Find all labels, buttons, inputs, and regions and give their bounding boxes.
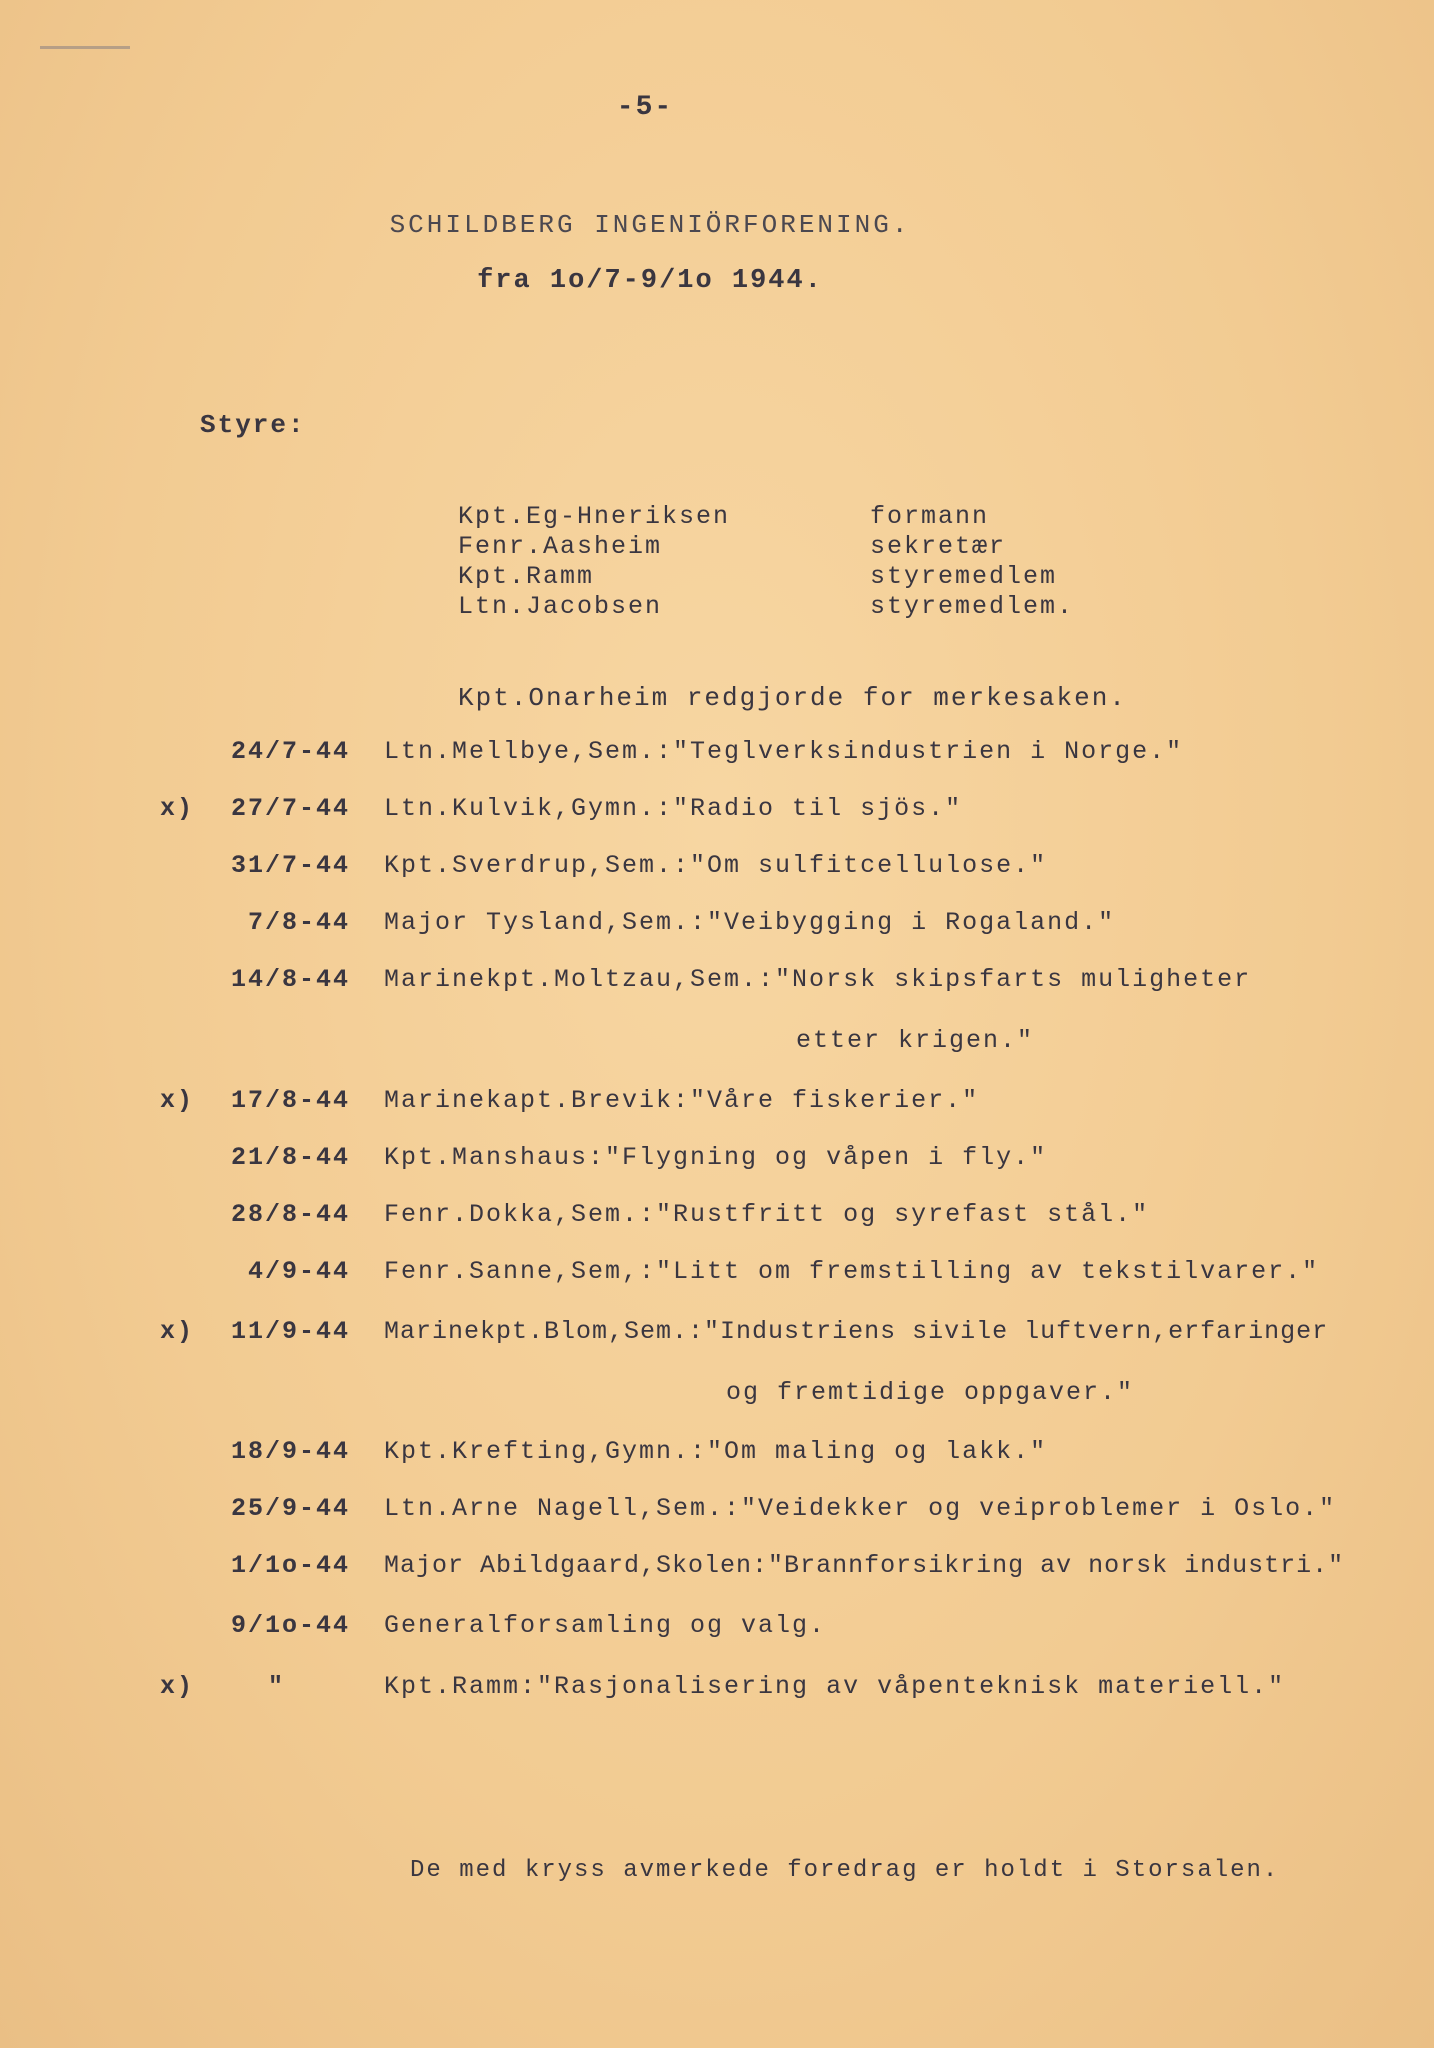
- lecture-mark: x): [160, 1086, 195, 1115]
- board-member-role: formann: [870, 502, 990, 531]
- lecture-date: 31/7-44: [230, 851, 350, 880]
- lecture-text: Kpt.Ramm:"Rasjonalisering av våpenteknisk materiell.": [384, 1672, 1286, 1701]
- lecture-text: Major Tysland,Sem.:"Veibygging i Rogaland.": [384, 908, 1116, 937]
- lecture-mark: x): [160, 794, 195, 823]
- board-heading: Styre:: [200, 410, 306, 440]
- board-member-role: styremedlem.: [870, 592, 1075, 621]
- lecture-text: Fenr.Dokka,Sem.:"Rustfritt og syrefast stål.": [384, 1200, 1150, 1229]
- lecture-date: 1/1o-44: [230, 1551, 350, 1580]
- lecture-date: 27/7-44: [230, 794, 350, 823]
- lecture-date: 14/8-44: [230, 965, 350, 994]
- lecture-text: Kpt.Sverdrup,Sem.:"Om sulfitcellulose.": [384, 851, 1048, 880]
- board-member-name: Fenr.Aasheim: [458, 532, 663, 561]
- board-member-name: Ltn.Jacobsen: [458, 592, 663, 621]
- lecture-date: 25/9-44: [230, 1494, 350, 1523]
- lecture-date: 17/8-44: [230, 1086, 350, 1115]
- lecture-date: 4/9-44: [247, 1257, 350, 1286]
- document-subtitle: fra 1o/7-9/1o 1944.: [477, 266, 823, 296]
- document-title: SCHILDBERG INGENIÖRFORENING.: [389, 210, 911, 240]
- board-member-name: Kpt.Eg-Hneriksen: [458, 502, 731, 531]
- lecture-text: Ltn.Mellbye,Sem.:"Teglverksindustrien i Norge.": [384, 737, 1184, 766]
- board-member-role: styremedlem: [870, 562, 1058, 591]
- intro-line: Kpt.Onarheim redgjorde for merkesaken.: [458, 683, 1127, 713]
- lecture-text: Ltn.Arne Nagell,Sem.:"Veidekker og veiproblemer i Oslo.": [384, 1494, 1337, 1523]
- lecture-mark: x): [160, 1672, 195, 1701]
- lecture-text: Major Abildgaard,Skolen:"Brannforsikring av norsk industri.": [384, 1551, 1345, 1580]
- lecture-text: Ltn.Kulvik,Gymn.:"Radio til sjös.": [384, 794, 963, 823]
- lecture-text: Marinekpt.Moltzau,Sem.:"Norsk skipsfarts muligheter: [384, 965, 1252, 994]
- lecture-date: 7/8-44: [247, 908, 350, 937]
- lecture-date: ": [267, 1672, 285, 1701]
- page-number: -5-: [616, 92, 674, 123]
- board-member-role: sekretær: [870, 532, 1007, 561]
- lecture-text: Marinekpt.Blom,Sem.:"Industriens sivile luftvern,erfaringer: [384, 1317, 1329, 1346]
- lecture-date: 18/9-44: [230, 1437, 350, 1466]
- lecture-date: 21/8-44: [230, 1143, 350, 1172]
- lecture-date: 28/8-44: [230, 1200, 350, 1229]
- lecture-date: 11/9-44: [230, 1317, 350, 1346]
- lecture-text: Kpt.Krefting,Gymn.:"Om maling og lakk.": [384, 1437, 1048, 1466]
- footer-note: De med kryss avmerkede foredrag er holdt i Storsalen.: [410, 1857, 1280, 1884]
- lecture-date: 9/1o-44: [230, 1611, 350, 1640]
- lecture-date: 24/7-44: [230, 737, 350, 766]
- lecture-mark: x): [160, 1317, 195, 1346]
- corner-mark: [40, 46, 130, 49]
- board-member-name: Kpt.Ramm: [458, 562, 595, 591]
- lecture-continuation: etter krigen.": [796, 1026, 1035, 1055]
- lecture-text: Kpt.Manshaus:"Flygning og våpen i fly.": [384, 1143, 1048, 1172]
- lecture-text: Fenr.Sanne,Sem,:"Litt om fremstilling av tekstilvarer.": [384, 1257, 1320, 1286]
- lecture-text: Marinekapt.Brevik:"Våre fiskerier.": [384, 1086, 980, 1115]
- lecture-text: Generalforsamling og valg.: [384, 1611, 827, 1640]
- lecture-continuation: og fremtidige oppgaver.": [726, 1378, 1135, 1407]
